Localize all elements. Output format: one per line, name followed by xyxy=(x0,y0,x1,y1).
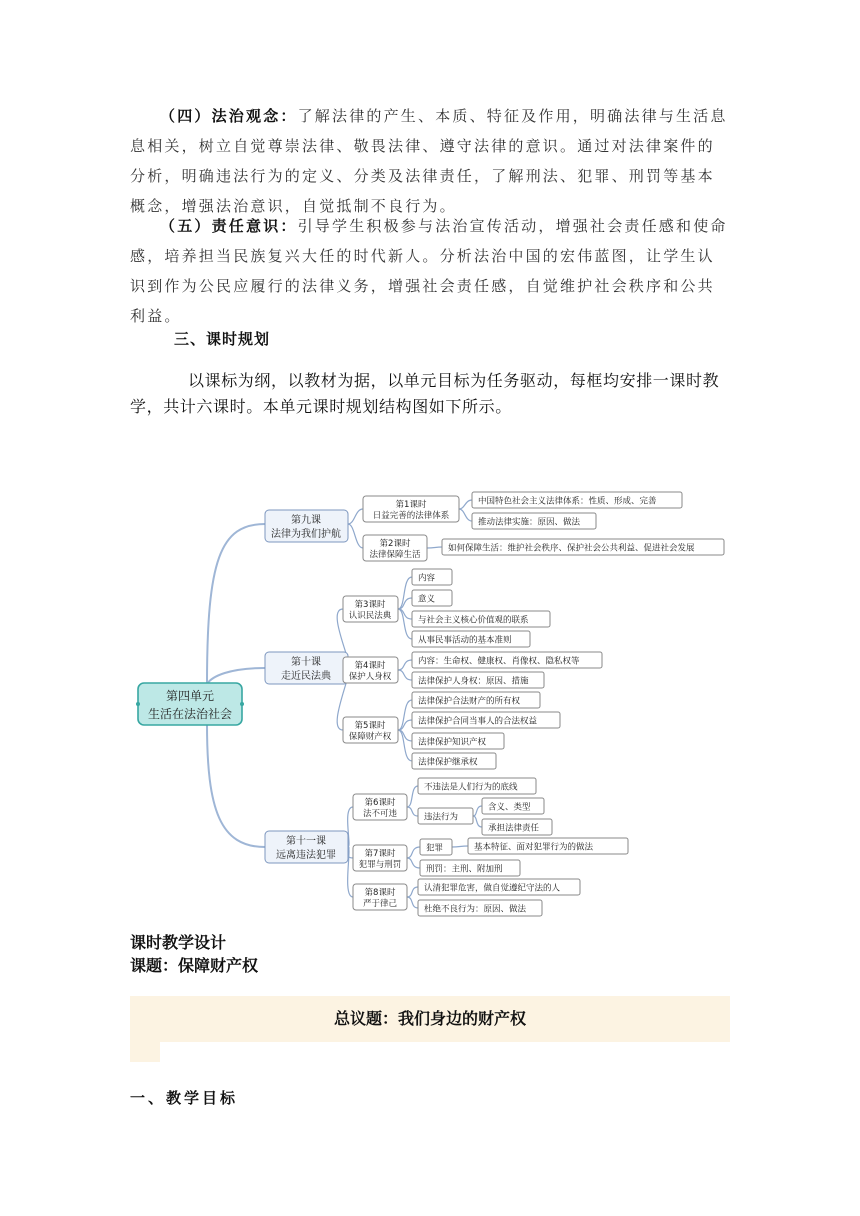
mindmap-lesson10 xyxy=(265,652,348,684)
lesson10-line2: 走近民法典 xyxy=(281,671,331,682)
design-topic: 课题：保障财产权 xyxy=(130,956,259,975)
period2-line1: 第2课时 xyxy=(379,539,411,549)
leaf-7a: 犯罪 xyxy=(426,843,444,854)
leaf-6a: 不违法是人们行为的底线 xyxy=(424,782,518,793)
leaf-6b: 违法行为 xyxy=(424,812,459,823)
period8-line2: 严于律己 xyxy=(362,899,398,909)
main-question-banner xyxy=(130,996,730,1042)
mindmap-root-line2: 生活在法治社会 xyxy=(147,707,233,721)
objective-responsibility-title: （五）责任意识： xyxy=(160,217,298,235)
period6-line2: 法不可违 xyxy=(362,809,398,819)
leaf-5d: 法律保护继承权 xyxy=(418,757,478,768)
leaf-7a1: 基本特征、面对犯罪行为的做法 xyxy=(474,842,594,853)
leaf-3c: 与社会主义核心价值观的联系 xyxy=(418,615,529,626)
leaf-1b: 推动法律实施：原因、做法 xyxy=(478,517,581,528)
leaf-8a: 认清犯罪危害，做自觉遵纪守法的人 xyxy=(424,883,561,894)
objective-rule-of-law xyxy=(130,101,730,221)
mindmap-period5 xyxy=(343,717,398,743)
leaf-4a: 内容：生命权、健康权、肖像权、隐私权等 xyxy=(418,656,580,667)
leaf-7b: 刑罚：主刑、附加刑 xyxy=(426,864,503,875)
lesson11-line2: 远离违法犯罪 xyxy=(276,850,336,861)
lesson11-line1: 第十一课 xyxy=(286,836,326,847)
objective-responsibility xyxy=(130,211,730,331)
leaf-3d: 从事民事活动的基本准则 xyxy=(418,635,512,646)
section1-heading: 一、教学目标 xyxy=(130,1089,239,1107)
leaf-5b: 法律保护合同当事人的合法权益 xyxy=(418,716,538,727)
leaf-3b: 意义 xyxy=(418,594,436,605)
period2-line2: 法律保障生活 xyxy=(369,550,421,560)
mindmap-period4 xyxy=(343,657,398,683)
period1-line2: 日益完善的法律体系 xyxy=(372,511,450,521)
leaf-6b2: 承担法律责任 xyxy=(488,823,540,834)
period3-line2: 认识民法典 xyxy=(348,611,392,621)
leaf-5c: 法律保护知识产权 xyxy=(418,737,487,748)
section3-heading: 三、课时规划 xyxy=(174,330,271,348)
period1-line1: 第1课时 xyxy=(395,500,427,510)
leaf-8b: 杜绝不良行为：原因、做法 xyxy=(424,904,527,915)
objective-rule-of-law-body: 了解法律的产生、本质、特征及作用，明确法律与生活息息相关，树立自觉尊崇法律、敬畏法律、遵守法律的意识。通过对法律案件的分析，明确违法行为的定义、分类及法律责任，了解刑法、犯罪、刑罚等基本概念，增强法治意识，自觉抵制不良行为。 xyxy=(130,107,728,215)
lesson9-line1: 第九课 xyxy=(291,515,321,526)
mindmap-period1 xyxy=(363,496,459,522)
period5-line2: 保障财产权 xyxy=(348,732,392,742)
period7-line2: 犯罪与刑罚 xyxy=(358,860,402,870)
section3-intro: 以课标为纲，以教材为据，以单元目标为任务驱动，每框均安排一课时教学，共计六课时。本单元课时规划结构图如下所示。 xyxy=(130,371,720,416)
banner-cell-stub xyxy=(130,1042,160,1062)
mindmap-period7 xyxy=(353,845,407,871)
period4-line2: 保护人身权 xyxy=(348,672,392,682)
mindmap-leaves xyxy=(412,492,724,916)
mindmap-period3 xyxy=(343,596,398,622)
objective-responsibility-body: 引导学生积极参与法治宣传活动，增强社会责任感和使命感，培养担当民族复兴大任的时代新人。分析法治中国的宏伟蓝图，让学生认识到作为公民应履行的法律义务，增强社会责任感，自觉维护社会秩序和公共利益。 xyxy=(130,217,728,325)
leaf-5a: 法律保护合法财产的所有权 xyxy=(418,696,521,707)
main-question-text: 总议题：我们身边的财产权 xyxy=(333,1009,526,1028)
lesson9-line2: 法律为我们护航 xyxy=(271,529,341,540)
mindmap-period2 xyxy=(363,535,427,561)
period5-line1: 第5课时 xyxy=(354,721,386,731)
mindmap-lesson9 xyxy=(265,510,348,542)
period7-line1: 第7课时 xyxy=(364,849,396,859)
period4-line1: 第4课时 xyxy=(354,661,386,671)
objective-rule-of-law-title: （四）法治观念： xyxy=(160,107,298,125)
period8-line1: 第8课时 xyxy=(364,888,396,898)
mindmap-lesson11 xyxy=(265,831,348,863)
leaf-3a: 内容 xyxy=(418,573,436,584)
lesson-structure-mindmap xyxy=(130,480,730,920)
period6-line1: 第6课时 xyxy=(364,798,396,808)
leaf-4b: 法律保护人身权：原因、措施 xyxy=(418,676,529,687)
leaf-1a: 中国特色社会主义法律体系：性质、形成、完善 xyxy=(478,496,657,507)
mindmap-root xyxy=(136,683,244,725)
leaf-6b1: 含义、类型 xyxy=(488,802,531,813)
leaf-2a: 如何保障生活：维护社会秩序、保护社会公共利益、促进社会发展 xyxy=(448,543,695,554)
mindmap-period6 xyxy=(353,794,407,820)
design-title: 课时教学设计 xyxy=(130,933,227,952)
lesson10-line1: 第十课 xyxy=(291,657,321,668)
mindmap-period8 xyxy=(353,884,407,910)
mindmap-root-line1: 第四单元 xyxy=(165,689,215,703)
period3-line1: 第3课时 xyxy=(354,600,386,610)
